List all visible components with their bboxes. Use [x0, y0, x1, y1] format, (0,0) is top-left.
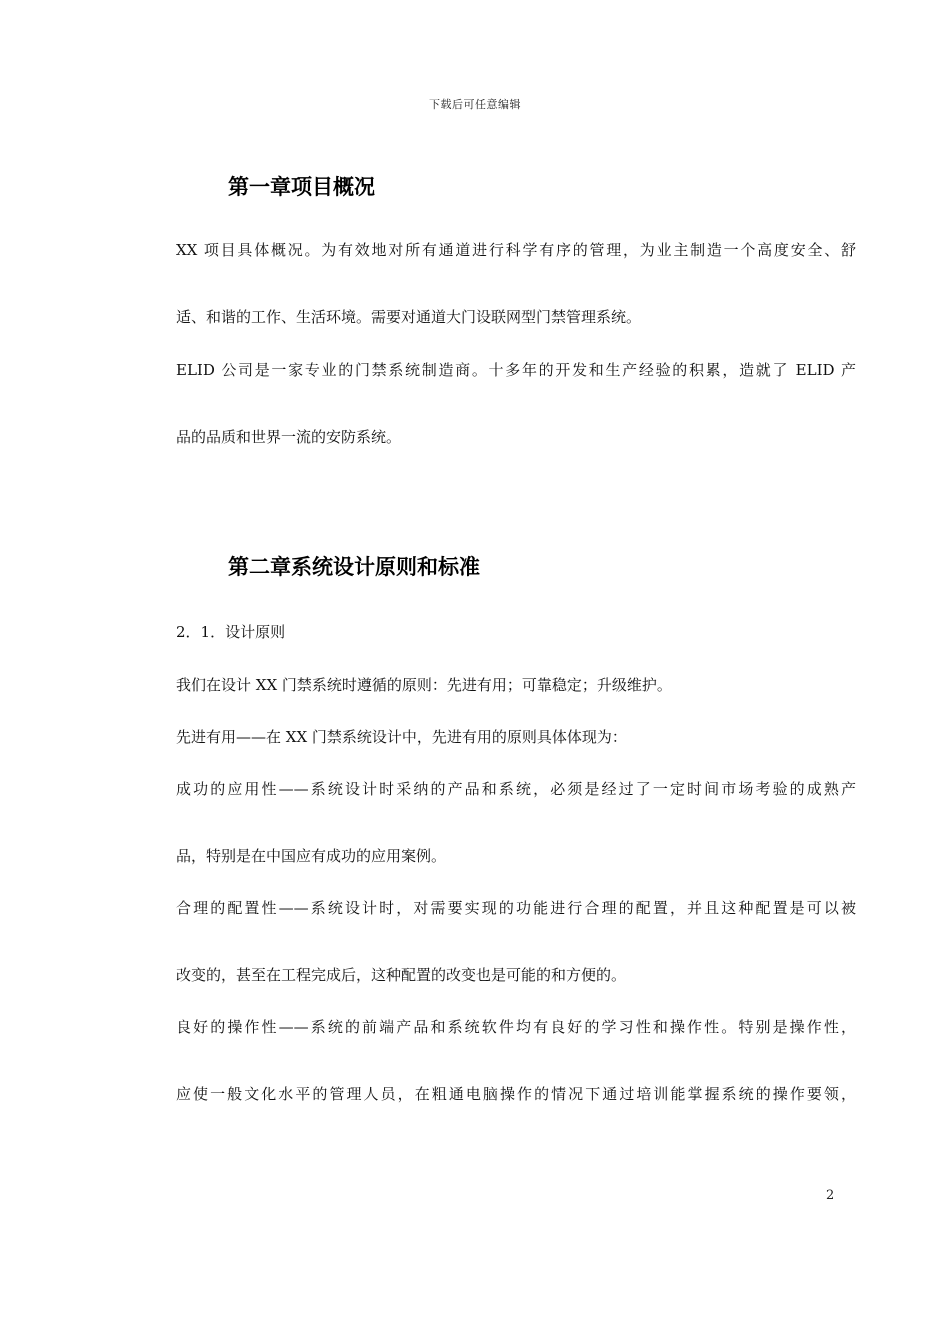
paragraph-line: 我们在设计 XX 门禁系统时遵循的原则：先进有用；可靠稳定；升级维护。: [176, 676, 672, 694]
paragraph-line: 应使一般文化水平的管理人员，在粗通电脑操作的情况下通过培训能掌握系统的操作要领，: [176, 1085, 856, 1103]
paragraph-line: 改变的，甚至在工程完成后，这种配置的改变也是可能的和方便的。: [176, 966, 627, 984]
paragraph-line: 先进有用——在 XX 门禁系统设计中，先进有用的原则具体体现为：: [176, 728, 627, 746]
paragraph-line: XX 项目具体概况。为有效地对所有通道进行科学有序的管理，为业主制造一个高度安全、舒: [176, 241, 856, 259]
page-header: 下载后可任意编辑: [429, 98, 521, 111]
chapter-1-title: 第一章项目概况: [228, 175, 375, 199]
paragraph-line: ELID 公司是一家专业的门禁系统制造商。十多年的开发和生产经验的积累，造就了 ELID 产: [176, 361, 856, 379]
section-heading: 2．1．设计原则: [176, 623, 286, 641]
paragraph-line: 品，特别是在中国应有成功的应用案例。: [176, 847, 447, 865]
paragraph-line: 合理的配置性——系统设计时，对需要实现的功能进行合理的配置，并且这种配置是可以被: [176, 899, 856, 917]
paragraph-line: 成功的应用性——系统设计时采纳的产品和系统，必须是经过了一定时间市场考验的成熟产: [176, 780, 856, 798]
paragraph-line: 品的品质和世界一流的安防系统。: [176, 428, 402, 446]
paragraph-line: 良好的操作性——系统的前端产品和系统软件均有良好的学习性和操作性。特别是操作性，: [176, 1018, 856, 1036]
chapter-2-title: 第二章系统设计原则和标准: [228, 555, 480, 579]
paragraph-line: 适、和谐的工作、生活环境。需要对通道大门设联网型门禁管理系统。: [176, 308, 642, 326]
page-number: 2: [826, 1188, 835, 1203]
